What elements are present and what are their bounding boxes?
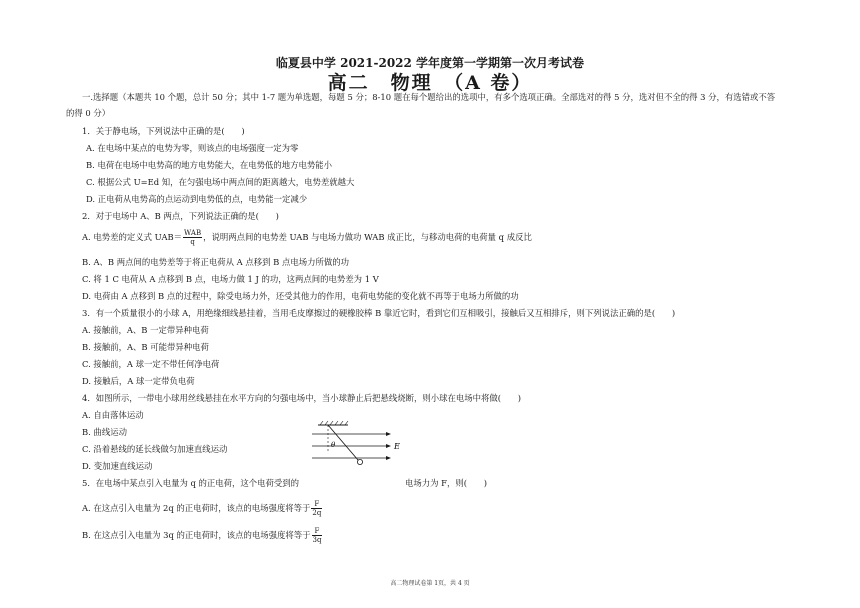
q5-option-a	[82, 500, 323, 517]
section-instructions-line2: 的得 0 分）	[66, 108, 111, 118]
q5-option-b-denominator: 3q	[312, 536, 322, 544]
q1-option-d: D. 正电荷从电势高的点运动到电势低的点，电势能一定减少	[86, 194, 308, 204]
q4-option-d: D. 变加速直线运动	[82, 461, 153, 471]
q1-option-c: C. 根据公式 U=Ed 知，在匀强电场中两点间的距离越大，电势差就越大	[86, 177, 355, 187]
exam-title: 临夏县中学 2021-2022 学年度第一学期第一次月考试卷	[275, 56, 585, 70]
q2-formula-fraction	[183, 229, 202, 246]
charged-ball	[357, 459, 362, 464]
q5-option-a-text: A. 在这点引入电量为 2q 的正电荷时，该点的电场强度将等于	[82, 503, 311, 513]
q2-option-d: D. 电荷由 A 点移到 B 点的过程中，除受电场力外，还受其他力的作用，电荷电势能的变化就不再等于电场力所做的功	[82, 291, 519, 301]
q4-option-b: B. 曲线运动	[82, 427, 127, 437]
q3-option-d: D. 接触后，A 球一定带负电荷	[82, 376, 195, 386]
q3-option-c: C. 接触前，A 球一定不带任何净电荷	[82, 359, 220, 369]
exam-subtitle: 高二 物理 （A 卷）	[327, 72, 533, 94]
q1-option-b: B. 电荷在电场中电势高的地方电势能大，在电势低的地方电势能小	[86, 160, 332, 170]
q2-formula-denominator: q	[190, 238, 195, 246]
q2-option-a-suffix: ，说明两点间的电势差 UAB 与电场力做功 WAB 成正比，与移动电荷的电荷量 q 成反比	[203, 232, 532, 242]
q5-option-b	[82, 527, 323, 544]
q5-option-b-numerator: F	[312, 527, 323, 536]
q3-option-a: A. 接触前，A、B 一定带异种电荷	[82, 325, 209, 335]
ceiling-hatch	[320, 421, 348, 425]
q5-option-a-denominator: 2q	[312, 509, 322, 517]
q2-stem: 2．对于电场中 A、B 两点，下列说法正确的是( )	[82, 211, 279, 221]
field-arrowheads	[386, 432, 391, 460]
q5-option-a-numerator: F	[311, 500, 322, 509]
q5-option-a-fraction	[311, 500, 322, 517]
q1-option-a: A. 在电场中某点的电势为零，则该点的电场强度一定为零	[86, 143, 299, 153]
q4-option-a: A. 自由落体运动	[82, 410, 144, 420]
angle-theta-label: θ	[331, 441, 336, 449]
q5-option-b-text: B. 在这点引入电量为 3q 的正电荷时，该点的电场强度将等于	[82, 530, 311, 540]
field-lines	[312, 434, 386, 458]
q4-option-c: C. 沿着悬线的延长线做匀加速直线运动	[82, 444, 228, 454]
q5-option-b-fraction	[312, 527, 323, 544]
q4-pendulum-diagram	[310, 420, 402, 472]
page-footer: 高二物理试卷第 1页，共 4 页	[390, 580, 470, 587]
section-instructions-line1: 一.选择题（本题共 10 个题，总计 50 分；其中 1-7 题为单选题，每题 5 分；8-10 题在每个题给出的选项中，有多个选项正确。全部选对的得 5 分，选对但不全的得 3 分，有选错或不答	[82, 92, 776, 102]
q2-option-b: B. A、B 两点间的电势差等于将正电荷从 A 点移到 B 点电场力所做的功	[82, 257, 349, 267]
q3-option-b: B. 接触前，A、B 可能带异种电荷	[82, 342, 209, 352]
q2-option-a	[82, 229, 532, 246]
q2-formula-numerator: WAB	[184, 229, 202, 237]
q1-stem: 1．关于静电场，下列说法中正确的是( )	[82, 126, 245, 136]
q5-stem-right: 电场力为 F，则( )	[405, 478, 488, 488]
q2-option-a-prefix: A. 电势差的定义式 UAB＝	[82, 232, 183, 242]
q3-stem: 3．有一个质量很小的小球 A，用绝缘细线悬挂着，当用毛皮摩擦过的硬橡胶棒 B 靠近它时，看到它们互相吸引，接触后又互相排斥，则下列说法正确的是( )	[82, 308, 676, 318]
q5-stem-left: 5．在电场中某点引入电量为 q 的正电荷，这个电荷受到的	[82, 478, 300, 488]
q4-stem: 4．如图所示，一带电小球用丝线悬挂在水平方向的匀强电场中，当小球静止后把悬线烧断，则小球在电场中将做( )	[82, 393, 521, 403]
q2-option-c: C. 将 1 C 电荷从 A 点移到 B 点，电场力做 1 J 的功，这两点间的电势差为 1 V	[82, 274, 379, 284]
field-e-label: E	[394, 442, 400, 451]
